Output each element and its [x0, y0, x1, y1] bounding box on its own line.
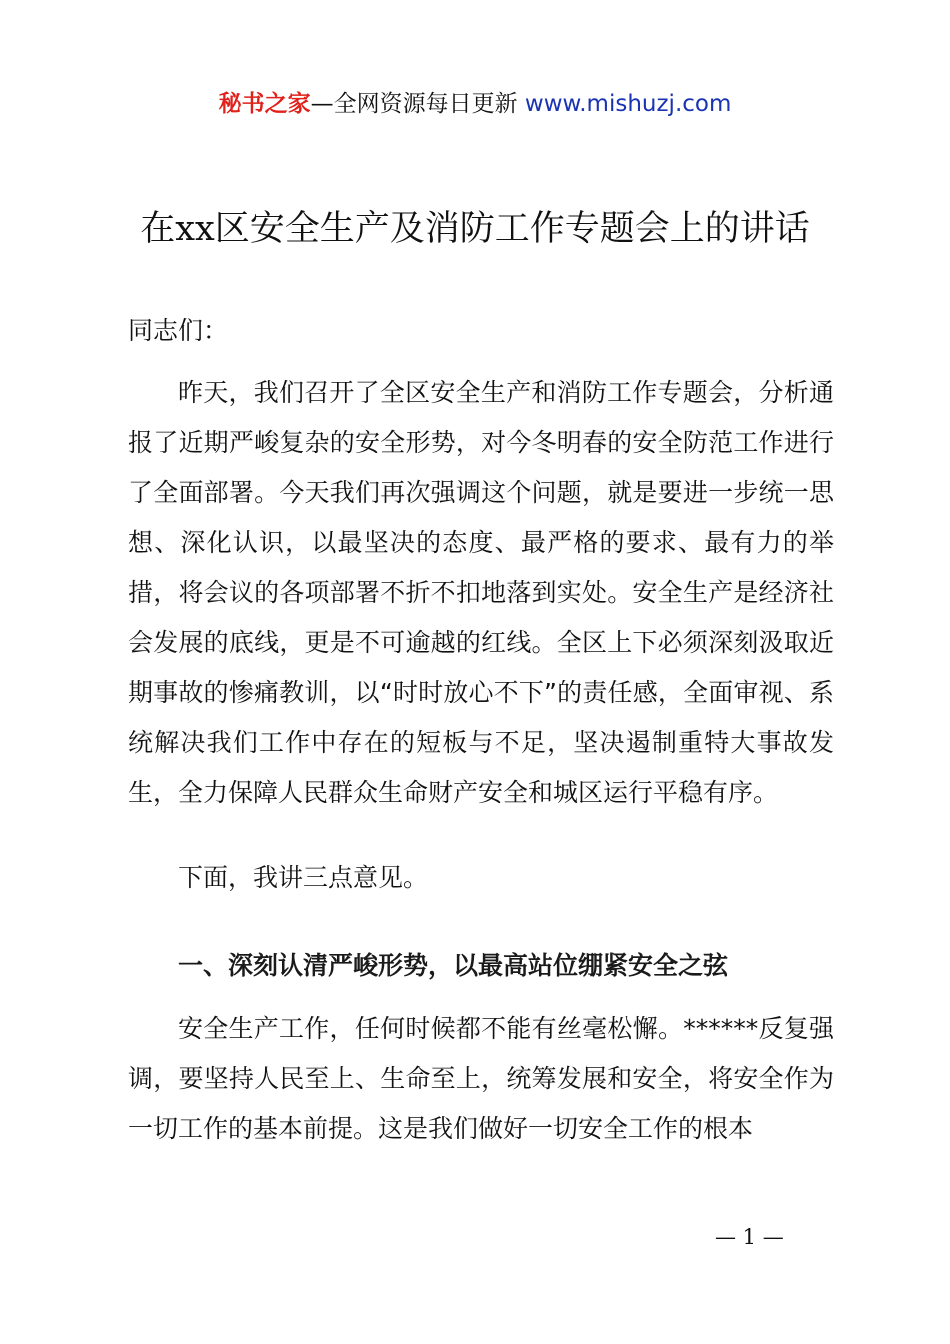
document-title [0, 207, 950, 251]
title-prefix: 在 [140, 209, 176, 250]
paragraph-outline: 下面，我讲三点意见。 [178, 863, 429, 892]
paragraph-section-1: 安全生产工作，任何时候都不能有丝毫松懈。******反复强调，要坚持人民至上、生命至上，统筹发展和安全，将安全作为一切工作的基本前提。这是我们做好一切安全工作的根本 [128, 1014, 834, 1143]
salutation: 同志们： [128, 316, 229, 345]
section-heading-1: 一、深刻认清严峻形势，以最高站位绷紧安全之弦 [178, 951, 729, 980]
title-rest: 区安全生产及消防工作专题会上的讲话 [214, 209, 810, 250]
site-url-link[interactable]: www.mishuzj.com [517, 91, 732, 117]
paragraph-opening: 昨天，我们召开了全区安全生产和消防工作专题会，分析通报了近期严峻复杂的安全形势，对今冬明春的安全防范工作进行了全面部署。今天我们再次强调这个问题，就是要进一步统一思想、深化认识，以最坚决的态度、最严格的要求、最有力的举措，将会议的各项部署不折不扣地落到实处。安全生产是经济社会发展的底线，更是不可逾越的红线。全区上下必须深刻汲取近期事故的惨痛教训，以“时时放心不下”的责任感，全面审视、系统解决我们工作中存在的短板与不足，坚决遏制重特大事故发生，全力保障人民群众生命财产安全和城区运行平稳有序。 [128, 378, 834, 807]
brand-name: 秘书之家 [218, 91, 311, 117]
page-number: — 1 — [715, 1225, 784, 1249]
site-header [0, 88, 950, 120]
header-tagline: —全网资源每日更新 [310, 91, 518, 117]
title-placeholder: xx [175, 209, 215, 250]
